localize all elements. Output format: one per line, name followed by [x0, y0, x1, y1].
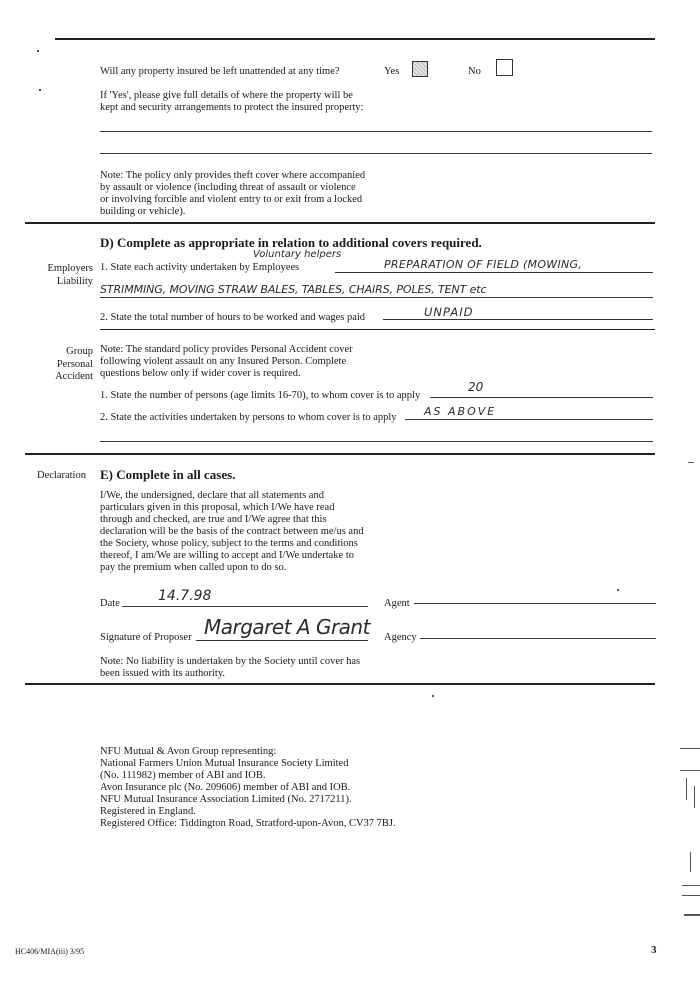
scan-speck: [432, 695, 434, 697]
pa-note-line3: questions below only if wider cover is required.: [100, 368, 301, 379]
group-personal-accident-label: [33, 346, 93, 384]
scan-mark: [684, 914, 700, 916]
scan-mark: [694, 786, 695, 808]
footer-line: NFU Mutual & Avon Group representing:: [100, 746, 277, 757]
pa-note-line1: Note: The standard policy provides Personal Accident cover: [100, 344, 353, 355]
accident-label: Accident: [55, 371, 93, 382]
footer-line: NFU Mutual Insurance Association Limited (No. 2717211).: [100, 794, 352, 805]
declaration-line: the Society, whose policy, subject to the terms and conditions: [100, 538, 358, 549]
details-answer-line[interactable]: [100, 131, 652, 132]
scan-mark: [680, 770, 700, 771]
scan-speck: [617, 589, 619, 591]
date-value: 14.7.98: [158, 588, 212, 604]
pa-activities-underline[interactable]: [405, 419, 653, 420]
scan-speck: [37, 50, 39, 52]
liability-note-line1: Note: No liability is undertaken by the Society until cover has: [100, 656, 361, 667]
subsection-divider: [100, 329, 655, 330]
no-checkbox[interactable]: [496, 59, 513, 76]
section-divider: [25, 222, 655, 224]
liability-note-line2: been issued with its authority.: [100, 668, 226, 679]
voluntary-helpers-handwriting: Voluntary helpers: [253, 249, 342, 260]
pa-persons-answer: 20: [468, 380, 484, 394]
pa-activities-answer: AS ABOVE: [424, 405, 497, 418]
signature-value: Margaret A Grant: [204, 615, 370, 639]
theft-note-line3: or involving forcible and violent entry to or exit from a locked: [100, 194, 363, 205]
declaration-line: pay the premium when called upon to do so.: [100, 562, 287, 573]
section-divider: [25, 683, 655, 685]
scan-mark: [686, 778, 687, 800]
form-code: HC406/MIA(iii) 3/95: [15, 947, 85, 956]
employers-label: Employers: [47, 263, 93, 274]
theft-note-line4: building or vehicle).: [100, 206, 186, 217]
top-rule: [55, 38, 655, 40]
declaration-line: thereof, I am/We are willing to accept and I/We undertake to: [100, 550, 354, 561]
employees-activity-label: 1. State each activity undertaken by Employees: [100, 262, 300, 273]
footer-line: National Farmers Union Mutual Insurance Society Limited: [100, 758, 349, 769]
activity-answer-line2: STRIMMING, MOVING STRAW BALES, TABLES, CHAIRS, POLES, TENT etc: [100, 283, 487, 296]
details-prompt-line2: kept and security arrangements to protect the insured property:: [100, 102, 364, 113]
yes-checkbox[interactable]: [412, 61, 428, 77]
details-prompt-line1: If 'Yes', please give full details of where the property will be: [100, 90, 353, 101]
footer-line: Registered in England.: [100, 806, 196, 817]
pa-persons-underline[interactable]: [430, 397, 653, 398]
details-answer-line[interactable]: [100, 153, 652, 154]
signature-label: Signature of Proposer: [100, 632, 192, 643]
pa-activities-underline[interactable]: [100, 441, 653, 442]
section-divider: [25, 453, 655, 455]
activity-answer-underline[interactable]: [335, 272, 653, 273]
scan-mark: [682, 885, 700, 886]
theft-note-line1: Note: The policy only provides theft cover where accompanied: [100, 170, 366, 181]
liability-label: Liability: [56, 275, 93, 287]
agency-underline[interactable]: [420, 638, 656, 639]
declaration-side-label: Declaration: [37, 470, 86, 481]
hours-wages-underline[interactable]: [383, 319, 653, 320]
activity-answer-line1: PREPARATION OF FIELD (MOWING,: [384, 258, 583, 271]
date-label: Date: [100, 598, 120, 609]
scan-mark: [688, 462, 694, 463]
hours-wages-label: 2. State the total number of hours to be worked and wages paid: [100, 312, 366, 323]
scan-mark: [690, 852, 691, 872]
footer-line: Registered Office: Tiddington Road, Stratford-upon-Avon, CV37 7BJ.: [100, 818, 396, 829]
scan-mark: [680, 748, 700, 749]
pa-activities-label: 2. State the activities undertaken by persons to whom cover is to apply: [100, 412, 397, 423]
declaration-line: through and checked, are true and I/We agree that this: [100, 514, 327, 525]
group-label: Group: [66, 346, 93, 357]
pa-persons-label: 1. State the number of persons (age limits 16-70), to whom cover is to apply: [100, 390, 421, 401]
agent-underline[interactable]: [414, 603, 656, 604]
yes-label: Yes: [384, 66, 400, 77]
section-d-heading: D) Complete as appropriate in relation to additional covers required.: [100, 235, 482, 250]
footer-line: (No. 111982) member of ABI and IOB.: [100, 770, 266, 781]
theft-note-line2: by assault or violence (including threat of assault or violence: [100, 182, 356, 193]
declaration-line: declaration will be the basis of the contract between me/us and: [100, 526, 364, 537]
hours-wages-answer: UNPAID: [424, 305, 474, 319]
agent-label: Agent: [384, 598, 410, 609]
agency-label: Agency: [384, 632, 417, 643]
scan-speck: [39, 89, 41, 91]
unattended-question: Will any property insured be left unattended at any time?: [100, 66, 340, 77]
employers-liability-label: [33, 263, 93, 288]
pa-note-line2: following violent assault on any Insured Person. Complete: [100, 356, 347, 367]
declaration-line: particulars given in this proposal, which I/We have read: [100, 502, 335, 513]
page-number: 3: [651, 944, 657, 956]
signature-underline[interactable]: [196, 640, 368, 641]
personal-label: Personal: [56, 358, 93, 370]
scan-mark: [682, 895, 700, 896]
section-e-heading: E) Complete in all cases.: [100, 467, 236, 482]
no-label: No: [468, 66, 481, 77]
declaration-line: I/We, the undersigned, declare that all statements and: [100, 490, 324, 501]
date-underline[interactable]: [122, 606, 368, 607]
activity-answer-underline[interactable]: [100, 297, 653, 298]
footer-line: Avon Insurance plc (No. 209606) member of ABI and IOB.: [100, 782, 351, 793]
